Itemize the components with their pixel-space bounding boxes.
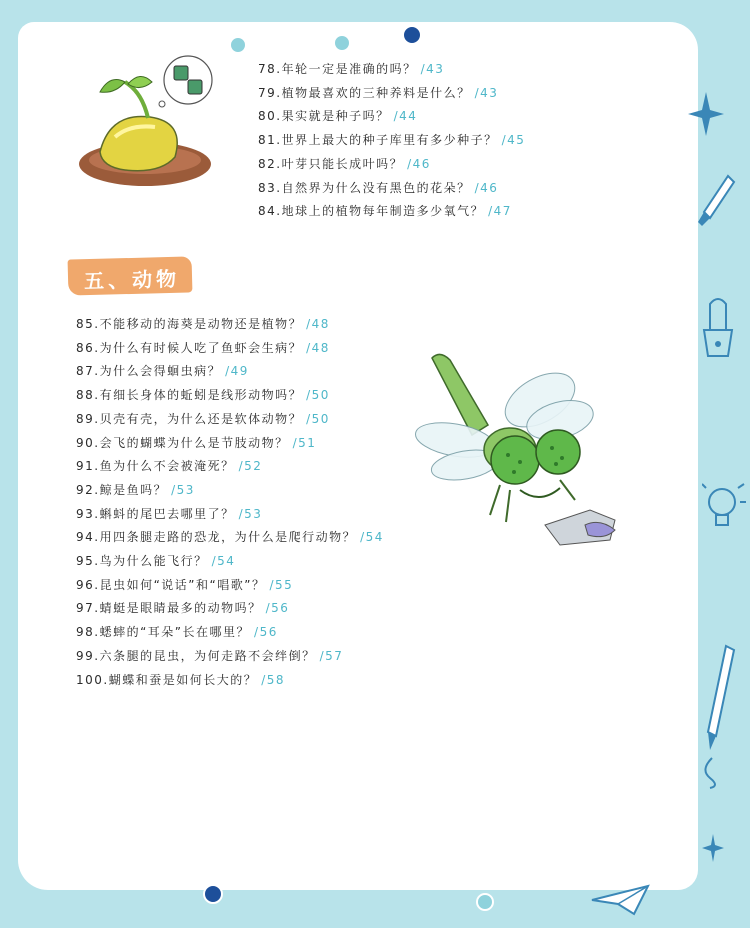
entry-number: 99. bbox=[76, 648, 100, 663]
entry-number: 89. bbox=[76, 411, 100, 426]
entry-number: 82. bbox=[258, 156, 282, 171]
decor-dot bbox=[229, 36, 247, 54]
entry-title: 蝴蝶和蚕是如何长大的？ bbox=[108, 672, 258, 687]
entry-page: /48 bbox=[306, 317, 330, 331]
pencil-icon bbox=[700, 640, 740, 790]
cactus-icon bbox=[696, 290, 740, 360]
dragonfly-illustration bbox=[410, 340, 635, 555]
toc-entry[interactable] bbox=[76, 315, 330, 332]
entry-title: 鸟为什么能飞行？ bbox=[99, 554, 208, 568]
entry-page: /44 bbox=[393, 109, 418, 124]
toc-entry[interactable] bbox=[76, 528, 384, 545]
paper-plane-icon bbox=[590, 884, 650, 918]
toc-entry[interactable] bbox=[76, 623, 278, 640]
entry-title: 昆虫如何“说话”和“唱歌”？ bbox=[99, 577, 266, 592]
toc-entry[interactable] bbox=[76, 671, 285, 688]
entry-page: /46 bbox=[407, 156, 431, 171]
entry-page: /56 bbox=[254, 625, 278, 640]
sparkle-icon bbox=[688, 92, 724, 136]
entry-title: 为什么有时候人吃了鱼虾会生病？ bbox=[99, 340, 303, 355]
entry-page: /58 bbox=[261, 672, 286, 687]
entry-page: /45 bbox=[501, 133, 526, 148]
entry-number: 84. bbox=[258, 204, 282, 219]
toc-entry[interactable] bbox=[76, 362, 249, 379]
entry-page: /43 bbox=[420, 62, 445, 76]
toc-entry[interactable] bbox=[258, 155, 431, 172]
entry-page: /57 bbox=[319, 648, 344, 663]
entry-page: /49 bbox=[225, 364, 249, 379]
entry-number: 78. bbox=[258, 62, 282, 76]
toc-entry[interactable] bbox=[76, 505, 262, 522]
entry-page: /48 bbox=[306, 340, 330, 355]
entry-number: 86. bbox=[76, 340, 100, 355]
entry-number: 79. bbox=[258, 85, 282, 100]
entry-number: 92. bbox=[76, 482, 100, 497]
entry-title: 自然界为什么没有黑色的花朵？ bbox=[281, 180, 471, 195]
entry-number: 100. bbox=[76, 672, 109, 687]
entry-number: 87. bbox=[76, 364, 100, 379]
entry-title: 用四条腿走路的恐龙，为什么是爬行动物？ bbox=[99, 530, 357, 545]
entry-title: 会飞的蝴蝶为什么是节肢动物？ bbox=[99, 435, 289, 450]
entry-number: 80. bbox=[258, 109, 282, 124]
seed-illustration bbox=[70, 52, 220, 192]
entry-title: 蟋蟀的“耳朵”长在哪里？ bbox=[99, 625, 251, 640]
entry-number: 96. bbox=[76, 577, 100, 592]
entry-title: 世界上最大的种子库里有多少种子？ bbox=[281, 133, 498, 148]
entry-page: /54 bbox=[360, 530, 384, 545]
decor-dot bbox=[203, 884, 223, 904]
decor-dot bbox=[402, 25, 422, 45]
entry-number: 94. bbox=[76, 530, 100, 545]
entry-page: /53 bbox=[238, 506, 263, 521]
toc-entry[interactable] bbox=[258, 202, 512, 219]
entry-title: 有细长身体的蚯蚓是线形动物吗？ bbox=[99, 388, 303, 403]
entry-number: 97. bbox=[76, 601, 100, 616]
toc-entry[interactable] bbox=[76, 647, 343, 664]
entry-number: 81. bbox=[258, 133, 282, 148]
entry-page: /43 bbox=[474, 85, 499, 100]
entry-title: 鲸是鱼吗？ bbox=[99, 482, 168, 497]
decor-dot bbox=[333, 34, 351, 52]
lightbulb-icon bbox=[702, 480, 746, 536]
toc-entry[interactable] bbox=[258, 60, 444, 77]
entry-title: 不能移动的海葵是动物还是植物？ bbox=[99, 317, 303, 331]
section-title: 五、动物 bbox=[83, 266, 181, 294]
entry-title: 蜻蜓是眼睛最多的动物吗？ bbox=[99, 601, 262, 616]
entry-number: 85. bbox=[76, 317, 100, 331]
entry-number: 93. bbox=[76, 506, 100, 521]
entry-page: /54 bbox=[211, 554, 236, 568]
entry-number: 95. bbox=[76, 554, 100, 568]
entry-page: /56 bbox=[265, 601, 290, 616]
toc-entry[interactable] bbox=[258, 84, 498, 101]
entry-title: 为什么会得蛔虫病？ bbox=[99, 364, 222, 379]
toc-entry[interactable] bbox=[76, 339, 330, 356]
brush-icon bbox=[698, 172, 738, 228]
entry-title: 贝壳有壳，为什么还是软体动物？ bbox=[99, 411, 303, 426]
entry-page: /50 bbox=[306, 388, 330, 403]
entry-number: 83. bbox=[258, 180, 282, 195]
entry-page: /52 bbox=[238, 459, 263, 474]
entry-page: /55 bbox=[269, 577, 294, 592]
entry-number: 88. bbox=[76, 388, 100, 403]
entry-title: 果实就是种子吗？ bbox=[281, 109, 390, 124]
entry-number: 90. bbox=[76, 435, 100, 450]
entry-page: /53 bbox=[171, 482, 195, 497]
entry-title: 地球上的植物每年制造多少氧气？ bbox=[281, 204, 485, 219]
entry-number: 91. bbox=[76, 459, 100, 474]
toc-entry[interactable] bbox=[258, 107, 417, 124]
entry-title: 六条腿的昆虫，为何走路不会绊倒？ bbox=[99, 648, 316, 663]
toc-entry[interactable] bbox=[76, 599, 289, 616]
decor-dot bbox=[476, 893, 494, 911]
sparkle-small-icon bbox=[702, 834, 724, 862]
entry-title: 蝌蚪的尾巴去哪里了？ bbox=[99, 506, 235, 521]
entry-page: /46 bbox=[474, 180, 499, 195]
toc-entry[interactable] bbox=[76, 481, 195, 498]
entry-title: 叶芽只能长成叶吗？ bbox=[281, 156, 404, 171]
toc-entry[interactable] bbox=[76, 576, 293, 593]
entry-title: 年轮一定是准确的吗？ bbox=[281, 62, 417, 76]
toc-entry[interactable] bbox=[76, 434, 316, 451]
toc-entry[interactable] bbox=[258, 179, 498, 196]
entry-page: /50 bbox=[306, 411, 330, 426]
toc-entry[interactable] bbox=[258, 131, 525, 148]
entry-page: /51 bbox=[292, 435, 317, 450]
section-heading bbox=[68, 256, 193, 295]
entry-title: 鱼为什么不会被淹死？ bbox=[99, 459, 235, 474]
entry-page: /47 bbox=[488, 204, 512, 219]
toc-entry[interactable] bbox=[76, 410, 330, 427]
entry-title: 植物最喜欢的三种养料是什么？ bbox=[281, 85, 471, 100]
entry-number: 98. bbox=[76, 625, 100, 640]
toc-entry[interactable] bbox=[76, 386, 330, 403]
toc-entry[interactable] bbox=[76, 552, 235, 569]
toc-entry[interactable] bbox=[76, 457, 262, 474]
